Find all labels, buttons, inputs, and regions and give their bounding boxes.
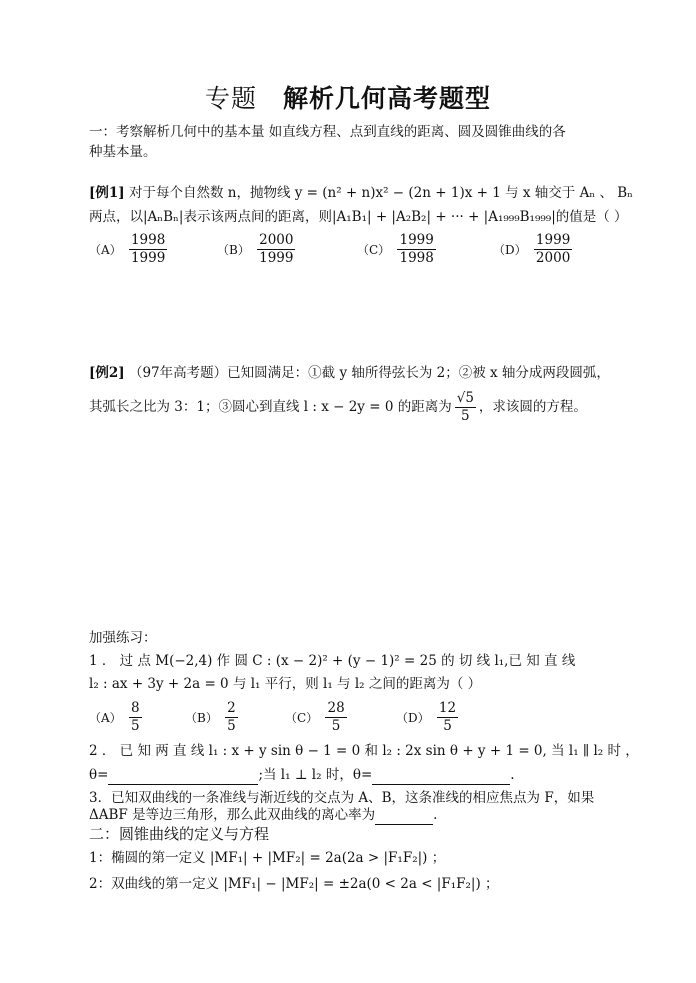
example1-option-d: （D） $\frac{1999}{2000}$ [493, 232, 571, 266]
practice-q3-line1: 3．已知双曲线的一条准线与渐近线的交点为 A、B，这条准线的相应焦点为 F，如果 [89, 790, 595, 806]
q1-option-a: （A） $\frac{8}{5}$ [89, 700, 140, 734]
example2-label: [例2] [89, 365, 125, 381]
practice-q3-line2: ΔABF 是等边三角形，那么此双曲线的离心率为 . [89, 807, 438, 823]
fraction: $\frac{2}{5}$ [227, 700, 236, 734]
example1-option-a: （A） $\frac{1998}{1999}$ [89, 232, 166, 266]
example1-line1 [89, 183, 633, 203]
section2-item1: 1：椭圆的第一定义 |MF₁| + |MF₂| = 2a(2a > |F₁F₂|) ； [89, 850, 446, 866]
title-topic: 专题 [204, 84, 257, 113]
section1-line1: 一：考察解析几何中的基本量 如直线方程、点到直线的距离、圆及圆锥曲线的各 [89, 124, 566, 140]
section2-heading: 二：圆锥曲线的定义与方程 [89, 825, 270, 843]
example1-option-b: （B） $\frac{2000}{1999}$ [217, 232, 294, 266]
q1-option-c: （C） $\frac{28}{5}$ [285, 700, 345, 734]
fraction: $\frac{8}{5}$ [130, 700, 140, 734]
title-main: 解析几何高考题型 [283, 84, 492, 113]
practice-heading: 加强练习： [89, 630, 157, 646]
example2-line2: 其弧长之比为 3：1；③圆心到直线 l : x − 2y = 0 的距离为 $\frac{√5}{5}$ ，求该圆的方程。 [89, 390, 587, 424]
fraction: $\frac{√5}{5}$ [456, 390, 474, 424]
practice-q2-line2: θ= ;当 l₁ ⊥ l₂ 时，θ= . [89, 767, 515, 783]
example1-text1: 对于每个自然数 n，抛物线 y = (n² + n)x² − (2n + 1)x + 1 与 x 轴交于 Aₙ 、 Bₙ [128, 185, 634, 201]
example1-label: [例1] [89, 185, 125, 201]
practice-q1-line2: l₂ : ax + 3y + 2a = 0 与 l₁ 平行，则 l₁ 与 l₂ 之间的距离为（ ） [89, 676, 482, 692]
section2-item2: 2：双曲线的第一定义 |MF₁| − |MF₂| = ±2a(0 < 2a < |F₁F₂|) ； [89, 876, 499, 892]
fraction: $\frac{28}{5}$ [327, 700, 345, 734]
section1-line2: 种基本量。 [89, 144, 157, 160]
fraction: $\frac{1998}{1999}$ [130, 232, 166, 266]
answer-blank-eccentricity[interactable] [375, 810, 433, 825]
practice-q2-line1: 2 ． 已 知 两 直 线 l₁ : x + y sin θ − 1 = 0 和 l₂ : 2x sin θ + y + 1 = 0, 当 l₁ ∥ l₂ 时 ， [89, 743, 639, 759]
q1-option-b: （B） $\frac{2}{5}$ [185, 700, 236, 734]
fraction: $\frac{12}{5}$ [438, 700, 457, 734]
example1-option-c: （C） $\frac{1999}{1998}$ [357, 232, 434, 266]
example1-line2: 两点，以|AₙBₙ|表示该两点间的距离，则|A₁B₁| + |A₂B₂| + ··· + |A₁₉₉₉B₁₉₉₉|的值是（ ） [89, 209, 628, 225]
answer-blank-perpendicular[interactable] [372, 770, 510, 785]
practice-q1-line1: 1 ． 过 点 M(−2,4) 作 圆 C : (x − 2)² + (y − 1)² = 25 的 切 线 l₁,已 知 直 线 [89, 653, 576, 669]
answer-blank-parallel[interactable] [108, 770, 258, 785]
q1-option-d: （D） $\frac{12}{5}$ [396, 700, 457, 734]
example2-text1: （97年高考题）已知圆满足：①截 y 轴所得弦长为 2；②被 x 轴分成两段圆弧， [128, 365, 610, 381]
fraction: $\frac{1999}{2000}$ [535, 232, 571, 266]
page-title [0, 82, 696, 116]
fraction: $\frac{2000}{1999}$ [259, 232, 294, 266]
fraction: $\frac{1999}{1998}$ [399, 232, 434, 266]
example2-line1 [89, 363, 610, 383]
